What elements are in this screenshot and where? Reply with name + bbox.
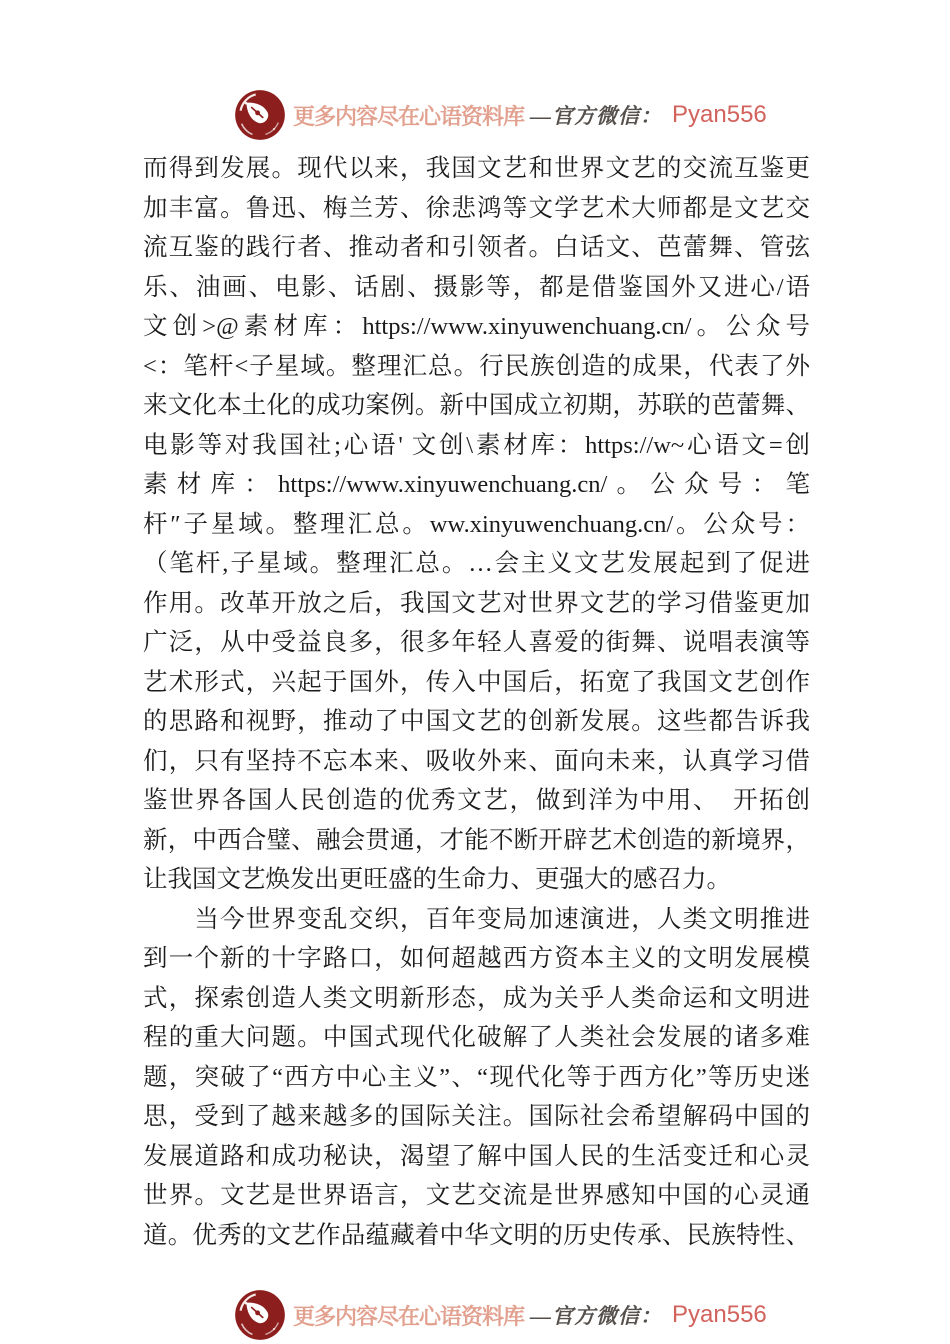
footer-watermark <box>233 1288 767 1342</box>
header-watermark <box>233 88 767 142</box>
text-line: 鉴世界各国人民创造的优秀文艺，做到洋为中用、 开拓创 <box>143 787 810 814</box>
text-line: 而得到发展。现代以来，我国文艺和世界文艺的交流互鉴更 <box>143 155 810 182</box>
pen-nib-seal-icon <box>233 88 287 142</box>
text-line: 电影等对我国社;心语' 文创\素材库：https://w~心语文=创 <box>143 431 810 459</box>
text-line: 当今世界变乱交织，百年变局加速演进，人类文明推进 <box>143 905 810 933</box>
text-line: 让我国文艺焕发出更旺盛的生命力、更强大的感召力。 <box>143 866 731 893</box>
document-body <box>143 149 810 1255</box>
text-line: 文创>@素材库：https://www.xinyuwenchuang.cn/。公众号 <box>143 313 810 340</box>
text-line: 思，受到了越来越多的国际关注。国际社会希望解码中国的 <box>143 1103 810 1130</box>
text-line: 道。优秀的文艺作品蕴藏着中华文明的历史传承、民族特性、 <box>143 1221 810 1249</box>
text-line: 世界。文艺是世界语言，文艺交流是世界感知中国的心灵通 <box>143 1182 810 1209</box>
wechat-label: —官方微信： <box>530 104 663 128</box>
text-line: 式，探索创造人类文明新形态，成为关乎人类命运和文明进 <box>143 984 810 1012</box>
text-line: 程的重大问题。中国式现代化破解了人类社会发展的诸多难 <box>143 1024 810 1051</box>
text-line: 们，只有坚持不忘本来、吸收外来、面向未来，认真学习借 <box>143 747 810 775</box>
text-line: 乐、油画、电影、话剧、摄影等，都是借鉴国外又进心/语 <box>143 273 810 301</box>
text-line: 发展道路和成功秘诀，渴望了解中国人民的生活变迁和心灵 <box>143 1142 810 1170</box>
text-line: 素材库：https://www.xinyuwenchuang.cn/。公众号：笔 <box>143 471 810 498</box>
wechat-id: Pyan556 <box>672 1301 767 1328</box>
text-line: 题，突破了“西方中心主义”、“现代化等于西方化”等历史迷 <box>143 1063 810 1091</box>
text-line: 来文化本土化的成功案例。新中国成立初期，苏联的芭蕾舞、 <box>143 392 810 419</box>
wechat-id: Pyan556 <box>672 101 767 128</box>
text-line: 广泛，从中受益良多，很多年轻人喜爱的街舞、说唱表演等 <box>143 629 810 656</box>
wechat-label: —官方微信： <box>530 1304 663 1328</box>
text-line: （笔杆,子星域。整理汇总。…会主义文艺发展起到了促进 <box>143 550 810 577</box>
pen-nib-seal-icon <box>233 1288 287 1342</box>
text-line: 新，中西合璧、融会贯通，才能不断开辟艺术创造的新境界， <box>143 826 810 854</box>
text-line: 艺术形式，兴起于国外，传入中国后，拓宽了我国文艺创作 <box>143 668 810 696</box>
text-line: 加丰富。鲁迅、梅兰芳、徐悲鸿等文学艺术大师都是文艺交 <box>143 194 810 222</box>
text-line: 的思路和视野，推动了中国文艺的创新发展。这些都告诉我 <box>143 708 810 735</box>
text-line: 作用。改革开放之后，我国文艺对世界文艺的学习借鉴更加 <box>143 589 810 617</box>
text-line: 流互鉴的践行者、推动者和引领者。白话文、芭蕾舞、管弦 <box>143 234 810 261</box>
brand-text: 更多内容尽在心语资料库 <box>293 1303 525 1329</box>
brand-text: 更多内容尽在心语资料库 <box>293 103 525 129</box>
text-line: 杆″子星域。整理汇总。ww.xinyuwenchuang.cn/。公众号： <box>143 510 810 538</box>
text-line: 到一个新的十字路口，如何超越西方资本主义的文明发展模 <box>143 945 810 972</box>
text-line: <：笔杆<子星域。整理汇总。行民族创造的成果，代表了外 <box>143 352 810 380</box>
